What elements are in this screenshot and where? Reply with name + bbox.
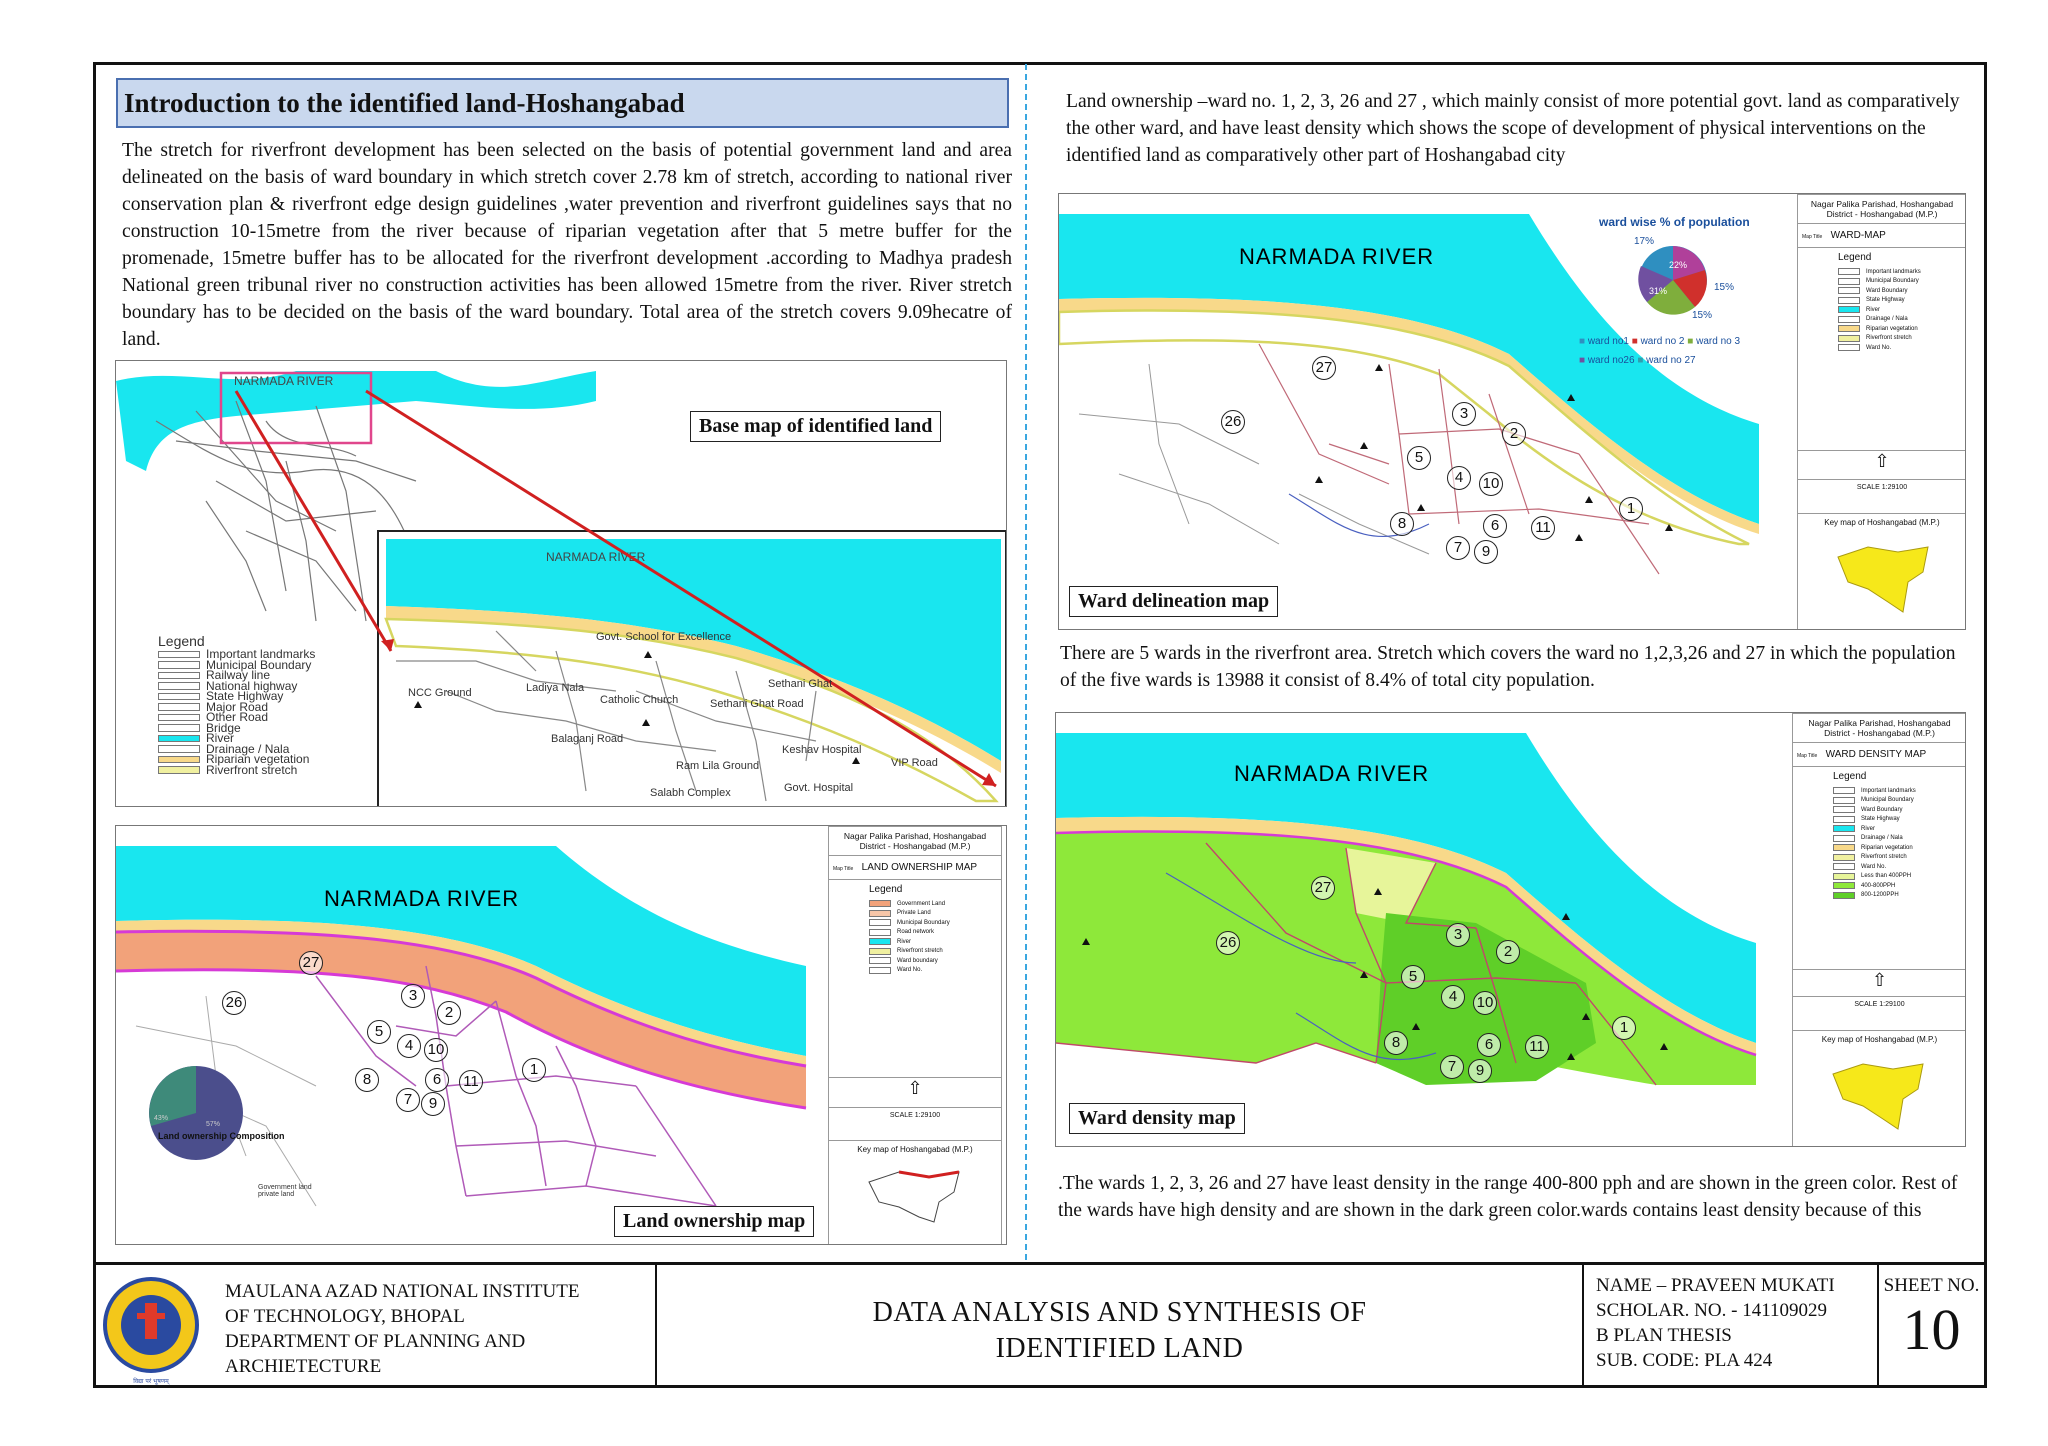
keymap-title: Key map of Hoshangabad (M.P.) (1793, 1030, 1966, 1044)
place-label: Keshav Hospital (782, 744, 862, 756)
subject-code: SUB. CODE: PLA 424 (1596, 1350, 1773, 1371)
ward-marker: 6 (1477, 1033, 1501, 1057)
legend-swatch (869, 910, 891, 917)
keymap-title: Key map of Hoshangabad (M.P.) (829, 1140, 1001, 1154)
institute-cell (93, 1265, 657, 1388)
base-map-label: Base map of identified land (690, 411, 941, 442)
place-label: Catholic Church (600, 694, 679, 706)
legend-label: River (1861, 825, 1876, 832)
legend-label: Ward Boundary (1861, 806, 1903, 813)
legend-label: Important landmarks (1866, 268, 1921, 275)
legend-swatch (158, 756, 200, 764)
ward-marker: 1 (522, 1058, 546, 1082)
ward-river-label: NARMADA RIVER (1239, 244, 1435, 269)
legend-swatch (1833, 863, 1855, 870)
ward-marker: 2 (1502, 422, 1526, 446)
legend-swatch (1833, 873, 1855, 880)
institute-line: ARCHIETECTURE (225, 1356, 382, 1377)
intro-title: Introduction to the identified land-Hoshangabad (116, 78, 1009, 128)
base-map-legend (158, 633, 368, 775)
pie-legend-item: ward no26 (1587, 355, 1635, 366)
pie-legend-item: ward no 3 (1696, 336, 1741, 347)
title-block (93, 1262, 1987, 1391)
pie-legend-govt: Government land (258, 1184, 312, 1191)
pie-legend-item: ward no 2 (1640, 336, 1685, 347)
legend-swatch (158, 682, 200, 690)
legend-swatch (1833, 787, 1855, 794)
place-label: Govt. School for Excellence (596, 631, 732, 643)
legend-swatch (869, 900, 891, 907)
legend-swatch (1833, 806, 1855, 813)
legend-label: State Highway (1861, 816, 1900, 823)
legend-label: Private Land (897, 910, 931, 917)
ward-map-label: Ward delineation map (1069, 586, 1278, 617)
ward-delineation-panel (1058, 193, 1966, 630)
legend-swatch (1833, 854, 1855, 861)
ward-marker: 2 (437, 1001, 461, 1025)
scale-text: SCALE 1:29100 (1793, 996, 1966, 1008)
legend-label: Ward No. (1866, 344, 1892, 351)
legend-label: Ward No. (897, 967, 923, 974)
institute-line: OF TECHNOLOGY, BHOPAL (225, 1306, 465, 1327)
legend-swatch (1838, 287, 1860, 294)
place-label: Sethani Ghat Road (710, 698, 804, 710)
legend-label: Important landmarks (1861, 787, 1916, 794)
legend-swatch (158, 703, 200, 711)
legend-item (1833, 786, 1926, 796)
north-arrow-icon: ⇧ (1793, 969, 1966, 991)
legend-swatch (869, 938, 891, 945)
legend-title: Legend (158, 633, 205, 649)
ward-marker: 8 (1390, 512, 1414, 536)
side-legend-title: Legend (1838, 252, 1872, 263)
scholar-number: SCHOLAR. NO. - 141109029 (1596, 1300, 1827, 1321)
legend-swatch (158, 714, 200, 722)
ownership-pie-title: Land ownership Composition (158, 1131, 285, 1141)
thesis-type: B PLAN THESIS (1596, 1325, 1732, 1346)
legend-label: State Highway (206, 689, 284, 704)
legend-swatch (1833, 816, 1855, 823)
legend-label: Riparian vegetation (206, 752, 310, 767)
legend-swatch (1838, 297, 1860, 304)
ward-pie-label: 15% (1714, 282, 1735, 293)
legend-item (1833, 853, 1926, 863)
pie-value-private: 57% (206, 1121, 221, 1128)
ward-marker: 9 (1468, 1059, 1492, 1083)
density-side-legend (1792, 713, 1966, 1147)
ward-side-legend (1797, 194, 1966, 630)
legend-label: Other Road (206, 710, 269, 725)
ward-pie-legend: ■ ward no1 ■ ward no 2 ■ ward no 3 ■ ward no26 ■ ward no 27 (1579, 336, 1741, 366)
sheet-title-line: IDENTIFIED LAND (995, 1333, 1244, 1364)
legend-swatch (1833, 892, 1855, 899)
student-details (1584, 1265, 1879, 1388)
legend-swatch (1833, 797, 1855, 804)
legend-item (1833, 872, 1926, 882)
ward-marker: 6 (425, 1068, 449, 1092)
institute-name (225, 1279, 579, 1379)
legend-swatch (869, 919, 891, 926)
place-label: Govt. Hospital (784, 782, 854, 794)
legend-label: Riparian vegetation (1861, 844, 1913, 851)
legend-swatch (1833, 835, 1855, 842)
legend-item (1838, 277, 1926, 287)
legend-label: Municipal Boundary (206, 657, 312, 672)
map-title-tag: Map Title (1797, 753, 1818, 759)
legend-label: Bridge (206, 720, 241, 735)
ownership-map-label: Land ownership map (614, 1206, 814, 1237)
ward-marker: 27 (1312, 356, 1336, 380)
ward-marker: 4 (397, 1034, 421, 1058)
place-label: NCC Ground (408, 687, 472, 699)
keymap-title: Key map of Hoshangabad (M.P.) (1798, 513, 1966, 527)
legend-label: Drainage / Nala (1861, 835, 1903, 842)
legend-swatch (1833, 825, 1855, 832)
place-label: VIP Road (891, 757, 938, 769)
ward-density-panel (1055, 712, 1966, 1147)
wards-paragraph: There are 5 wards in the riverfront area. Stretch which covers the ward no 1,2,3,26 and 27 in which the population of the five wards is 13988 it consist of 8.4% of total city population. (1060, 643, 1956, 691)
legend-label: Government Land (897, 900, 946, 907)
overview-river-label: NARMADA RIVER (234, 374, 334, 388)
legend-item (1833, 843, 1926, 853)
legend-label: State Highway (1866, 297, 1905, 304)
legend-item (1838, 305, 1926, 315)
ward-marker: 4 (1447, 466, 1471, 490)
legend-label: Road network (897, 929, 935, 936)
pie-inner-label: 31% (1649, 286, 1668, 296)
legend-item (1838, 315, 1926, 325)
legend-swatch (869, 967, 891, 974)
ward-marker: 11 (459, 1070, 483, 1094)
base-map-panel (115, 360, 1007, 807)
ward-marker: 6 (1483, 514, 1507, 538)
ownership-river-label: NARMADA RIVER (324, 886, 520, 911)
sheet-title-line: DATA ANALYSIS AND SYNTHESIS OF (872, 1297, 1367, 1328)
legend-item (158, 712, 368, 723)
institute-seal-icon (101, 1273, 201, 1377)
ward-marker: 7 (1440, 1055, 1464, 1079)
legend-item (869, 956, 961, 966)
institute-line: MAULANA AZAD NATIONAL INSTITUTE (225, 1281, 580, 1302)
ward-marker: 10 (1473, 991, 1497, 1015)
legend-label: Riverfront stretch (206, 762, 298, 777)
density-river-label: NARMADA RIVER (1234, 761, 1430, 786)
legend-swatch (1838, 278, 1860, 285)
legend-label: River (897, 938, 912, 945)
legend-item (869, 909, 961, 919)
ward-marker: 11 (1525, 1035, 1549, 1059)
map-title-tag: Map Title (1802, 234, 1823, 240)
legend-label: Ward No. (1861, 863, 1887, 870)
legend-swatch (1838, 335, 1860, 342)
place-label: Ram Lila Ground (676, 760, 760, 772)
place-label: Ladiya Nala (526, 682, 585, 694)
keymap-shape (1828, 537, 1938, 617)
legend-swatch (1833, 844, 1855, 851)
ward-pie-label: 17% (1634, 236, 1655, 247)
ward-marker: 1 (1619, 497, 1643, 521)
authority-text: Nagar Palika Parishad, Hoshangabad District - Hoshangabad (M.P.) (1798, 195, 1966, 224)
legend-label: River (1866, 306, 1881, 313)
north-arrow-icon: ⇧ (1798, 450, 1966, 472)
legend-swatch (1838, 316, 1860, 323)
legend-swatch (158, 693, 200, 701)
legend-label: Ward boundary (897, 957, 938, 964)
ward-marker: 3 (1452, 402, 1476, 426)
legend-swatch (1838, 325, 1860, 332)
map-title: WARD DENSITY MAP (1825, 749, 1927, 760)
ward-marker: 26 (222, 991, 246, 1015)
legend-label: Riverfront stretch (1861, 854, 1907, 861)
legend-label: 400-800PPH (1861, 882, 1896, 889)
legend-swatch (869, 957, 891, 964)
legend-label: Riparian vegetation (1866, 325, 1918, 332)
ward-marker: 27 (299, 951, 323, 975)
ward-marker: 5 (367, 1020, 391, 1044)
legend-item (869, 966, 961, 976)
legend-item (1833, 815, 1926, 825)
pie-legend-private: private land (258, 1191, 295, 1198)
ward-pie-title: ward wise % of population (1599, 215, 1750, 229)
scale-text: SCALE 1:29100 (1798, 479, 1966, 491)
ward-marker: 5 (1401, 965, 1425, 989)
legend-swatch (1838, 306, 1860, 313)
ownership-pie-legend (258, 1184, 312, 1198)
legend-swatch (1838, 268, 1860, 275)
sheet-number-label: SHEET NO. (1883, 1275, 1980, 1296)
legend-label: 800-1200PPH (1861, 892, 1899, 899)
institute-line: DEPARTMENT OF PLANNING AND (225, 1331, 526, 1352)
legend-label: River (206, 731, 235, 746)
pie-legend-item: ward no1 (1587, 336, 1629, 347)
ward-marker: 8 (355, 1068, 379, 1092)
legend-item (1838, 334, 1926, 344)
ward-pie-label: 15% (1692, 310, 1713, 321)
legend-item (1838, 343, 1926, 353)
ward-marker: 3 (1446, 923, 1470, 947)
ward-marker: 7 (1446, 536, 1470, 560)
intro-paragraph: The stretch for riverfront development has been selected on the basis of potential government land and area delineated on the basis of ward boundary in which stretch cover 2.78 km of stretch, according to national river conservation plan & riverfront edge design guidelines ,water prevention and riverfront guidelines says that no construction 10-15metre from the river because of riparian vegetation after that 5 metre buffer for the promenade, 15metre buffer has to be allocated for the riverfront development .according to Madhya pradesh National green tribunal river no construction activities has been allowed 15metre from the river. River stretch boundary has to be decided on the basis of the ward boundary. Total area of the stretch covers 9.09hecatre of land. (122, 140, 1012, 350)
ward-marker: 26 (1216, 931, 1240, 955)
ward-marker: 7 (396, 1088, 420, 1112)
sheet-number: 10 (1902, 1297, 1961, 1362)
authority-text: Nagar Palika Parishad, Hoshangabad District - Hoshangabad (M.P.) (829, 827, 1001, 856)
legend-label: Ward Boundary (1866, 287, 1908, 294)
pie-inner-label: 22% (1669, 260, 1688, 270)
ward-marker: 4 (1441, 985, 1465, 1009)
sheet-number-cell (1879, 1265, 1984, 1388)
column-divider (1025, 64, 1027, 1260)
legend-label: Drainage / Nala (206, 741, 290, 756)
legend-swatch (869, 948, 891, 955)
ward-marker: 27 (1311, 876, 1335, 900)
legend-label: Riverfront stretch (1866, 335, 1912, 342)
legend-item (1833, 881, 1926, 891)
ward-marker: 5 (1407, 446, 1431, 470)
keymap-outline (859, 1162, 969, 1232)
ward-marker: 9 (421, 1092, 445, 1116)
north-arrow-icon: ⇧ (829, 1077, 1001, 1099)
legend-swatch (158, 735, 200, 743)
ward-marker: 2 (1496, 940, 1520, 964)
legend-label: Major Road (206, 699, 269, 714)
place-label: Sethani Ghat (768, 678, 833, 690)
ward-marker: 1 (1612, 1016, 1636, 1040)
legend-item (158, 762, 368, 777)
ward-marker: 26 (1221, 410, 1245, 434)
place-label: Balaganj Road (551, 733, 624, 745)
scale-text: SCALE 1:29100 (829, 1107, 1001, 1119)
keymap-shape (1823, 1054, 1933, 1134)
legend-label: Railway line (206, 668, 271, 683)
legend-label: Drainage / Nala (1866, 316, 1908, 323)
legend-swatch (158, 661, 200, 669)
legend-item (869, 947, 961, 957)
legend-label: Less than 400PPH (1861, 873, 1912, 880)
legend-label: Municipal Boundary (1861, 797, 1914, 804)
ward-marker: 9 (1474, 540, 1498, 564)
map-title: LAND OWNERSHIP MAP (861, 862, 978, 873)
legend-item (1838, 286, 1926, 296)
ward-marker: 10 (424, 1038, 448, 1062)
legend-item (1833, 891, 1926, 901)
pie-value-govt: 43% (154, 1115, 169, 1122)
pie-legend-item: ward no 27 (1646, 355, 1696, 366)
legend-item (1833, 824, 1926, 834)
legend-item (869, 899, 961, 909)
inset-river-label: NARMADA RIVER (546, 550, 646, 564)
ownership-paragraph: Land ownership –ward no. 1, 2, 3, 26 and 27 , which mainly consist of more potential govt. land as comparatively the other ward, and have least density which shows the scope of development of physical interventions on the identified land as comparatively other part of Hoshangabad city (1066, 91, 1960, 166)
legend-label: National highway (206, 678, 298, 693)
place-label: Salabh Complex (650, 787, 731, 799)
legend-item (1838, 324, 1926, 334)
map-title-tag: Map Title (833, 866, 854, 872)
ward-marker: 8 (1384, 1031, 1408, 1055)
map-title: WARD-MAP (1830, 230, 1886, 241)
student-name: NAME – PRAVEEN MUKATI (1596, 1275, 1835, 1296)
legend-swatch (158, 766, 200, 774)
authority-text: Nagar Palika Parishad, Hoshangabad District - Hoshangabad (M.P.) (1793, 714, 1966, 743)
legend-label: Riverfront stretch (897, 948, 943, 955)
legend-swatch (158, 745, 200, 753)
legend-item (869, 918, 961, 928)
legend-item (1838, 296, 1926, 306)
legend-item (1833, 862, 1926, 872)
legend-swatch (158, 672, 200, 680)
legend-item (1833, 805, 1926, 815)
side-legend-title: Legend (1833, 771, 1867, 782)
ward-marker: 3 (401, 984, 425, 1008)
legend-label: Municipal Boundary (1866, 278, 1919, 285)
legend-swatch (158, 724, 200, 732)
legend-item (1833, 796, 1926, 806)
density-paragraph: .The wards 1, 2, 3, 26 and 27 have least density in the range 400-800 pph and are shown in the green color. Rest of the wards have high density and are shown in the dark green color.wards contains least density because of this (1058, 1173, 1958, 1221)
legend-item (869, 937, 961, 947)
ownership-side-legend (828, 826, 1002, 1245)
land-ownership-panel (115, 825, 1007, 1245)
legend-swatch (869, 929, 891, 936)
ward-marker: 10 (1479, 472, 1503, 496)
legend-swatch (1838, 344, 1860, 351)
seal-motto: विद्या परं भूषणम् (133, 1378, 169, 1385)
legend-item (869, 928, 961, 938)
sheet-title (657, 1265, 1584, 1388)
density-map-label: Ward density map (1069, 1103, 1245, 1134)
legend-swatch (1833, 882, 1855, 889)
legend-label: Important landmarks (206, 647, 316, 662)
ward-marker: 11 (1531, 516, 1555, 540)
legend-label: Municipal Boundary (897, 919, 950, 926)
legend-item (1838, 267, 1926, 277)
legend-item (1833, 834, 1926, 844)
side-legend-title: Legend (869, 884, 903, 895)
legend-swatch (158, 651, 200, 659)
